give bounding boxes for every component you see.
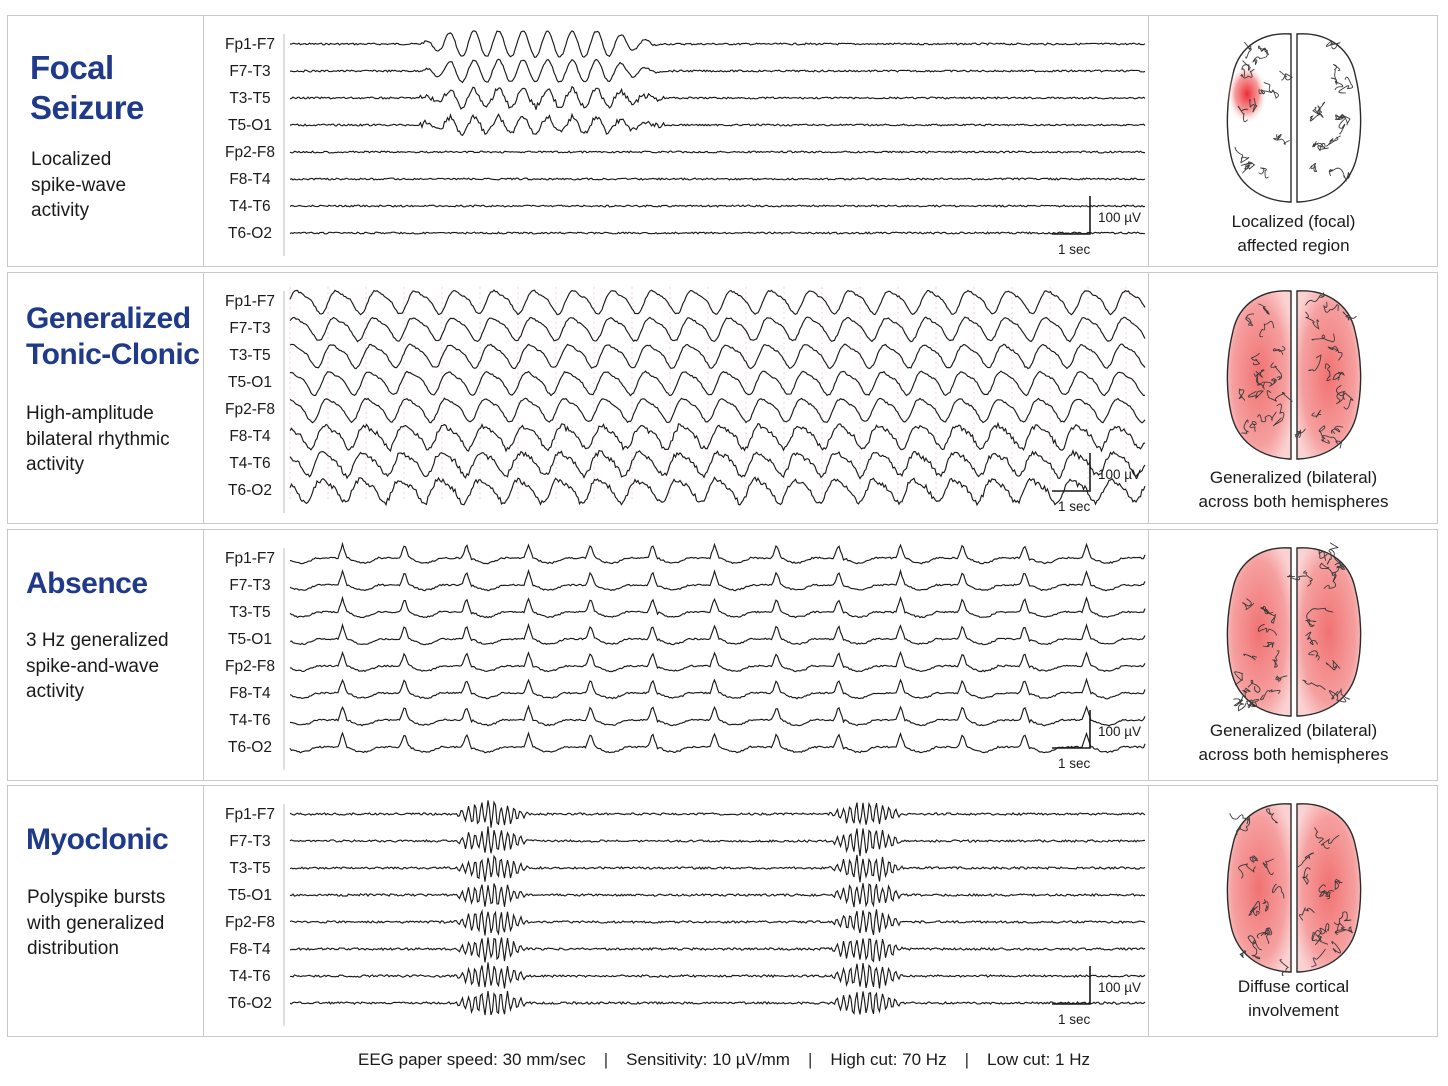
panel-myoclonic [7, 785, 1438, 1037]
recording-parameters [0, 1050, 1448, 1070]
eeg-channel-trace [290, 733, 1145, 753]
panel-info [8, 16, 204, 266]
eeg-channel-trace [290, 653, 1145, 672]
eeg-trace-area [204, 273, 1148, 523]
seizure-description [27, 885, 165, 962]
paper-speed: EEG paper speed: 30 mm/sec [357, 1050, 586, 1069]
eeg-channel-trace [290, 59, 1145, 82]
eeg-channel-trace [290, 114, 1145, 135]
channel-label: T5-O1 [228, 887, 272, 904]
desc-line: spike-wave [31, 174, 127, 196]
channel-label: T3-T5 [229, 347, 271, 364]
eeg-channel-trace [290, 909, 1145, 935]
desc-line: 3 Hz generalized [26, 630, 169, 651]
desc-line: spike-and-wave [26, 655, 160, 677]
scale-bar [1052, 710, 1090, 748]
panel-absence [7, 529, 1438, 781]
eeg-channel-trace [290, 938, 1145, 963]
channel-label: F8-T4 [229, 941, 271, 958]
caption-line: Diffuse cortical [1237, 977, 1350, 996]
amplitude-scale-label: 100 µV [1098, 210, 1142, 225]
scale-bar [1052, 966, 1090, 1004]
seizure-description [26, 628, 169, 705]
title-line: Tonic-Clonic [26, 338, 200, 371]
channel-label: F7-T3 [229, 577, 271, 594]
channel-label: T3-T5 [229, 604, 271, 621]
channel-label: Fp1-F7 [225, 806, 275, 823]
eeg-channel-trace [290, 232, 1145, 234]
time-scale-label: 1 sec [1058, 1012, 1091, 1027]
panel-info [8, 530, 204, 780]
desc-line: activity [26, 454, 85, 475]
caption-line: across both hemispheres [1198, 491, 1389, 511]
left-hemisphere [1227, 804, 1291, 972]
channel-label: F8-T4 [229, 428, 271, 445]
channel-label: T4-T6 [229, 712, 271, 729]
eeg-channel-trace [290, 423, 1145, 451]
right-hemisphere [1297, 34, 1361, 202]
channel-label: F7-T3 [229, 833, 271, 850]
desc-line: with generalized [27, 912, 165, 934]
amplitude-scale-label: 100 µV [1098, 467, 1142, 482]
eeg-trace-area [204, 16, 1148, 266]
eeg-channel-trace [290, 451, 1145, 479]
channel-label: T4-T6 [229, 968, 271, 985]
brain-caption [1149, 975, 1438, 1022]
channel-label: Fp2-F8 [225, 144, 275, 161]
brain-icon [1223, 542, 1365, 720]
eeg-channel-trace [290, 87, 1145, 110]
panel-generalized-tonic-clonic [7, 272, 1438, 524]
brain-map [1148, 786, 1437, 1036]
right-hemisphere [1297, 804, 1361, 972]
eeg-channel-trace [290, 679, 1145, 698]
amplitude-scale-label: 100 µV [1098, 980, 1142, 995]
brain-map [1148, 16, 1437, 266]
channel-label: T5-O1 [228, 374, 272, 391]
time-scale-label: 1 sec [1058, 242, 1091, 257]
brain-map [1148, 530, 1437, 780]
eeg-channel-trace [290, 290, 1145, 315]
eeg-trace-area [204, 530, 1148, 780]
eeg-channel-trace [290, 625, 1145, 645]
channel-label: T4-T6 [229, 198, 271, 215]
desc-line: activity [26, 681, 85, 702]
time-scale-label: 1 sec [1058, 756, 1091, 771]
channel-label: T3-T5 [229, 860, 271, 877]
channel-label: T5-O1 [228, 631, 272, 648]
scale-bar [1052, 196, 1090, 234]
eeg-channel-trace [290, 178, 1145, 180]
channel-label: T6-O2 [228, 225, 272, 242]
eeg-channel-trace [290, 800, 1145, 827]
eeg-channel-trace [290, 477, 1145, 505]
channel-label: F8-T4 [229, 171, 271, 188]
eeg-channel-trace [290, 706, 1145, 726]
title-line: Myoclonic [26, 823, 169, 856]
panel-focal-seizure [7, 15, 1438, 267]
seizure-title [26, 822, 168, 858]
channel-label: F8-T4 [229, 685, 271, 702]
desc-line: Localized [31, 149, 112, 170]
channel-label: T6-O2 [228, 482, 272, 499]
panel-info [8, 273, 204, 523]
channel-label: Fp1-F7 [225, 550, 275, 567]
eeg-channel-trace [290, 151, 1145, 153]
scale-bar [1052, 453, 1090, 491]
desc-line: distribution [27, 938, 119, 959]
desc-line: High-amplitude [26, 403, 154, 424]
brain-icon [1223, 285, 1365, 463]
caption-line: across both hemispheres [1198, 744, 1389, 764]
brain-caption [1149, 466, 1438, 513]
eeg-traces [204, 273, 1148, 522]
channel-label: Fp2-F8 [225, 401, 275, 418]
brain-icon [1223, 798, 1365, 976]
eeg-channel-trace [290, 544, 1145, 564]
caption-line: affected region [1237, 235, 1350, 255]
eeg-channel-trace [290, 855, 1145, 883]
eeg-traces [204, 16, 1148, 265]
channel-label: T6-O2 [228, 995, 272, 1012]
right-hemisphere [1297, 291, 1361, 459]
desc-line: activity [31, 200, 90, 221]
caption-line: Generalized (bilateral) [1209, 721, 1378, 740]
brain-caption [1149, 210, 1438, 257]
panel-info [8, 786, 204, 1036]
channel-label: T6-O2 [228, 739, 272, 756]
high-cut: High cut: 70 Hz [830, 1050, 947, 1069]
left-hemisphere [1227, 548, 1291, 716]
seizure-title [30, 48, 144, 128]
title-line: Focal [30, 49, 114, 86]
eeg-channel-trace [290, 205, 1145, 207]
brain-icon [1223, 28, 1365, 206]
channel-label: T4-T6 [229, 455, 271, 472]
brain-caption [1149, 719, 1438, 766]
title-line: Seizure [30, 89, 144, 126]
eeg-channel-trace [290, 371, 1145, 396]
channel-label: F7-T3 [229, 63, 271, 80]
low-cut: Low cut: 1 Hz [987, 1050, 1091, 1069]
channel-label: T3-T5 [229, 90, 271, 107]
eeg-channel-trace [290, 317, 1145, 342]
seizure-description [26, 401, 170, 478]
separator: | [964, 1050, 970, 1069]
separator: | [807, 1050, 813, 1069]
eeg-channel-trace [290, 826, 1145, 856]
sensitivity: Sensitivity: 10 µV/mm [626, 1050, 790, 1069]
separator: | [603, 1050, 609, 1069]
channel-label: Fp1-F7 [225, 293, 275, 310]
eeg-traces [204, 530, 1148, 779]
desc-line: bilateral rhythmic [26, 428, 170, 450]
eeg-traces [204, 786, 1148, 1035]
desc-line: Polyspike bursts [27, 887, 166, 908]
seizure-description [31, 147, 126, 224]
eeg-channel-trace [290, 31, 1145, 57]
title-line: Absence [26, 567, 148, 600]
caption-line: involvement [1248, 1000, 1339, 1020]
brain-map [1148, 273, 1437, 523]
eeg-channel-trace [290, 991, 1145, 1015]
channel-label: Fp2-F8 [225, 914, 275, 931]
channel-label: Fp2-F8 [225, 658, 275, 675]
channel-label: F7-T3 [229, 320, 271, 337]
eeg-channel-trace [290, 883, 1145, 907]
title-line: Generalized [26, 302, 191, 335]
caption-line: Generalized (bilateral) [1209, 468, 1378, 487]
amplitude-scale-label: 100 µV [1098, 724, 1142, 739]
eeg-channel-trace [290, 571, 1145, 591]
eeg-channel-trace [290, 598, 1145, 618]
eeg-channel-trace [290, 344, 1145, 369]
seizure-title [26, 301, 199, 373]
eeg-channel-trace [290, 962, 1145, 988]
channel-label: T5-O1 [228, 117, 272, 134]
channel-label: Fp1-F7 [225, 36, 275, 53]
seizure-title [26, 566, 148, 602]
time-scale-label: 1 sec [1058, 499, 1091, 514]
eeg-channel-trace [290, 398, 1145, 423]
focal-region [1227, 64, 1267, 124]
eeg-trace-area [204, 786, 1148, 1036]
caption-line: Localized (focal) [1231, 212, 1356, 231]
